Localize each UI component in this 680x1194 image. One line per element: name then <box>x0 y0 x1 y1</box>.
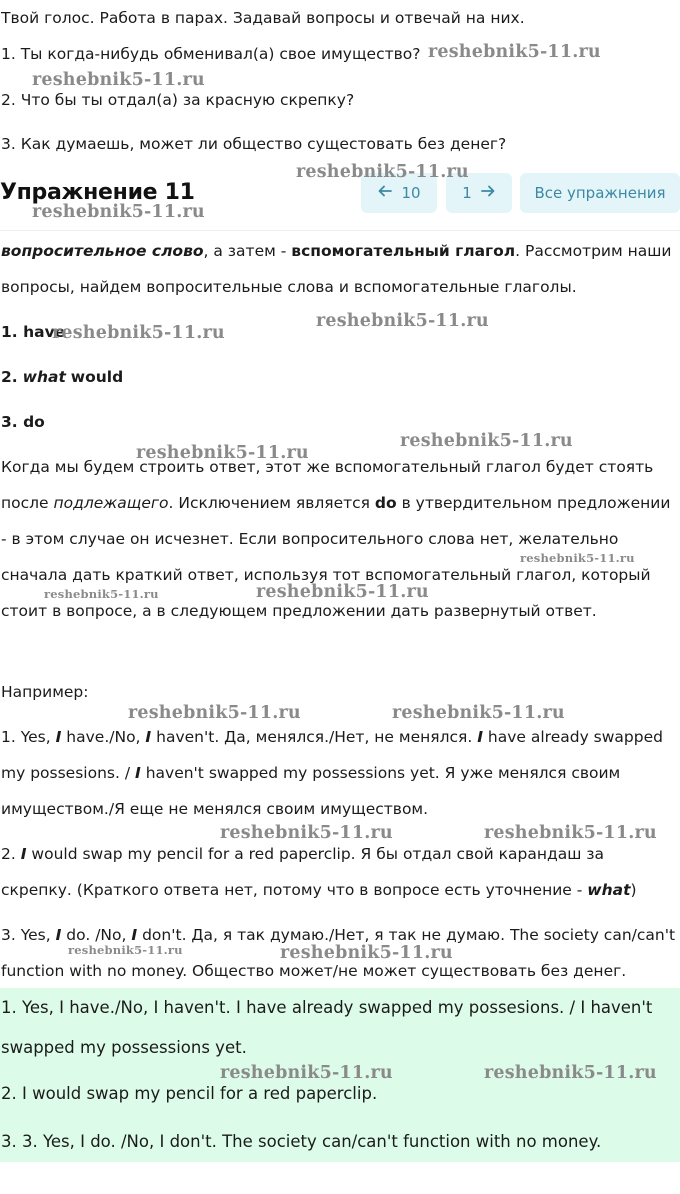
all-exercises-label: Все упражнения <box>534 184 666 202</box>
text-fragment: do. /No, <box>61 926 132 944</box>
term-subject: подлежащего <box>53 494 169 512</box>
example-label: Например: <box>1 683 89 701</box>
watermark: reshebnik5-11.ru <box>280 943 453 963</box>
watermark: reshebnik5-11.ru <box>136 443 309 463</box>
text-fragment: have already swapped my possesions. / <box>1 728 663 782</box>
text-fragment: 1. Yes, <box>1 728 56 746</box>
explanation-paragraph-2 <box>1 449 676 629</box>
text-fragment: Когда мы будем строить ответ, этот же вспомогательный глагол будет стоять после <box>1 458 654 512</box>
pronoun: I <box>145 728 152 746</box>
intro-heading: Твой голос. Работа в парах. Задавай вопросы и отвечай на них. <box>1 9 525 27</box>
text-fragment: would swap my pencil for a red paperclip. Я бы отдал свой карандаш за скрепку. (Краткого ответа нет, потому что в вопросе есть уточнение - <box>1 845 605 899</box>
text-fragment: haven't. Да, менялся./Нет, не менялся. <box>151 728 478 746</box>
watermark: reshebnik5-11.ru <box>296 162 469 182</box>
next-exercise-label: 1 <box>462 184 472 202</box>
watermark: reshebnik5-11.ru <box>220 823 393 843</box>
pronoun: I <box>55 926 62 944</box>
text-fragment: в утвердительном предложении - в этом случае он исчезнет. Если вопросительного слова нет, желательно сначала дать краткий ответ, используя тот вспомогательный глагол, который стоит в вопросе, а в следующем предложении дать развернутый ответ. <box>1 494 671 620</box>
pronoun: I <box>134 764 141 782</box>
watermark: reshebnik5-11.ru <box>484 823 657 843</box>
example-2 <box>1 836 676 908</box>
text-fragment: haven't swapped my possessions yet. Я уже менялся своим имуществом./Я еще не менялся своим имуществом. <box>1 764 621 818</box>
arrow-left-icon <box>377 183 393 203</box>
watermark: reshebnik5-11.ru <box>256 582 429 602</box>
text-fragment: , а затем - <box>203 242 292 260</box>
pronoun: I <box>55 728 62 746</box>
text-fragment: . Исключением является <box>168 494 375 512</box>
auxiliary-3-text: 3. do <box>1 413 45 431</box>
question-2: 2. Что бы ты отдал(а) за красную скрепку? <box>1 91 355 109</box>
pronoun: I <box>20 845 27 863</box>
question-3: 3. Как думаешь, может ли общество сущестовать без денег? <box>1 135 507 153</box>
text-fragment: don't. Да, я так думаю./Нет, я так не думаю. The society can/can't function with no money. Общество может/не может существовать без денег. <box>1 926 676 980</box>
answer-1: 1. Yes, I have./No, I haven't. I have already swapped my possesions. / I haven't swapped my possessions yet. <box>1 998 653 1057</box>
term-do: do <box>374 494 397 512</box>
auxiliary-3 <box>1 412 676 432</box>
explanation-paragraph-1 <box>1 233 676 305</box>
answer-2: 2. I would swap my pencil for a red paperclip. <box>1 1084 378 1103</box>
text-fragment: 2. <box>1 845 21 863</box>
watermark: reshebnik5-11.ru <box>68 943 183 957</box>
pronoun: I <box>477 728 483 746</box>
auxiliary-2-number: 2. <box>1 368 18 386</box>
auxiliary-2 <box>1 367 676 387</box>
watermark: reshebnik5-11.ru <box>316 311 489 331</box>
text-fragment: have./No, <box>61 728 146 746</box>
pronoun: I <box>131 926 138 944</box>
watermark: reshebnik5-11.ru <box>32 70 205 90</box>
watermark: reshebnik5-11.ru <box>392 703 565 723</box>
auxiliary-2-question-word: what <box>22 368 66 386</box>
answer-3: 3. 3. Yes, I do. /No, I don't. The society can/can't function with no money. <box>1 1132 602 1151</box>
watermark: reshebnik5-11.ru <box>428 42 601 62</box>
divider <box>0 230 680 231</box>
example-1 <box>1 719 676 827</box>
prev-exercise-label: 10 <box>401 184 421 202</box>
watermark: reshebnik5-11.ru <box>520 551 635 565</box>
term-auxiliary-verb: вспомогательный глагол <box>291 242 516 260</box>
watermark: reshebnik5-11.ru <box>52 323 225 343</box>
text-fragment: 3. Yes, <box>1 926 56 944</box>
watermark: reshebnik5-11.ru <box>32 202 205 222</box>
text-fragment: . Рассмотрим наши вопросы, найдем вопросительные слова и вспомогательные глаголы. <box>1 242 672 296</box>
exercise-title: Упражнение 11 <box>0 180 195 205</box>
arrow-right-icon <box>480 183 496 203</box>
watermark: reshebnik5-11.ru <box>44 587 159 601</box>
watermark: reshebnik5-11.ru <box>400 431 573 451</box>
question-1: 1. Ты когда-нибудь обменивал(а) свое имущество? <box>1 45 421 63</box>
watermark: reshebnik5-11.ru <box>484 1063 657 1083</box>
watermark: reshebnik5-11.ru <box>220 1063 393 1083</box>
all-exercises-button[interactable] <box>520 173 680 213</box>
auxiliary-2-verb: would <box>70 368 124 386</box>
text-fragment: ) <box>630 881 637 899</box>
watermark: reshebnik5-11.ru <box>128 703 301 723</box>
auxiliary-1-text: 1. have <box>1 323 66 341</box>
question-word: what <box>587 881 631 899</box>
term-question-word: вопросительное слово <box>1 242 204 260</box>
